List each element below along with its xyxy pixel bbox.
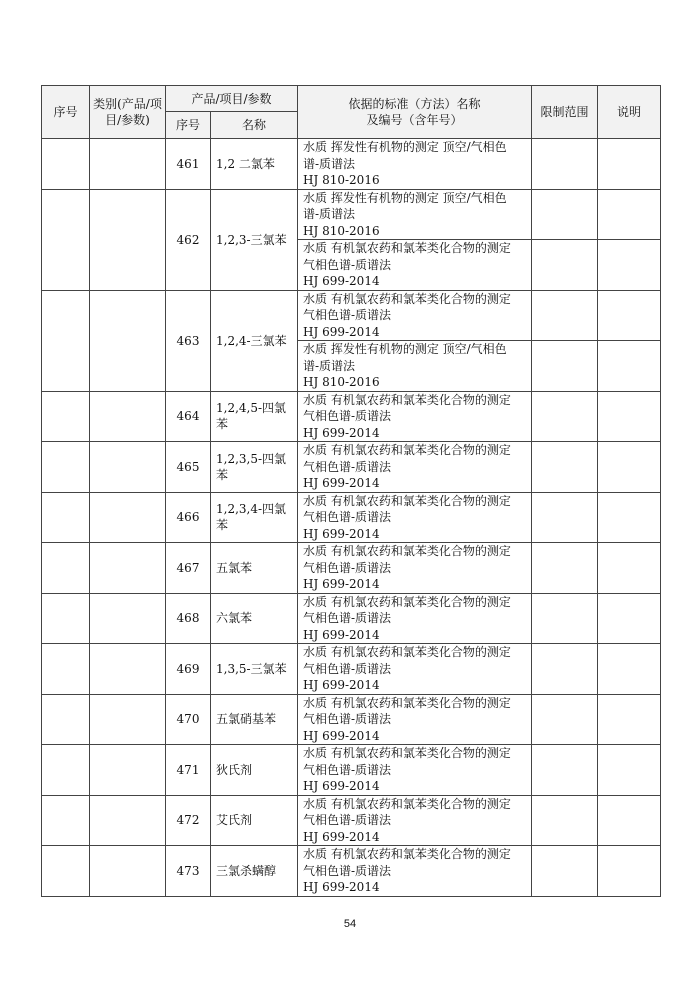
limit-cell [532, 694, 598, 745]
item-name: 三氯杀螨醇 [211, 846, 298, 897]
item-name: 1,2 二氯苯 [211, 139, 298, 190]
note-cell [598, 846, 661, 897]
note-cell [598, 694, 661, 745]
table-row [42, 139, 661, 190]
standard-cell [298, 391, 532, 442]
table-body [42, 139, 661, 897]
standard-line: 水质 有机氯农药和氯苯类化合物的测定 [303, 847, 511, 861]
note-cell [598, 442, 661, 493]
header-product-group: 产品/项目/参数 [166, 86, 298, 112]
limit-cell [532, 189, 598, 240]
note-cell [598, 543, 661, 594]
note-cell [598, 341, 661, 392]
category-cell [90, 593, 166, 644]
seq-cell [42, 290, 90, 391]
standard-line: 水质 挥发性有机物的测定 顶空/气相色 [303, 342, 507, 356]
category-cell [90, 846, 166, 897]
item-number: 469 [166, 644, 211, 695]
standard-line: 水质 有机氯农药和氯苯类化合物的测定 [303, 746, 511, 760]
standard-line: 水质 有机氯农药和氯苯类化合物的测定 [303, 443, 511, 457]
limit-cell [532, 644, 598, 695]
limit-cell [532, 543, 598, 594]
standard-line: 水质 挥发性有机物的测定 顶空/气相色 [303, 190, 507, 205]
category-cell [90, 139, 166, 190]
standard-line: 气相色谱-质谱法 [303, 611, 392, 625]
standard-line: HJ 699-2014 [303, 577, 380, 591]
standard-line: 气相色谱-质谱法 [303, 863, 392, 878]
standard-line: 谱-质谱法 [303, 207, 356, 221]
standard-cell [298, 745, 532, 796]
standard-cell [298, 139, 532, 190]
standard-line: 气相色谱-质谱法 [303, 308, 392, 322]
category-cell [90, 391, 166, 442]
table-row [42, 543, 661, 594]
item-name: 五氯硝基苯 [211, 694, 298, 745]
standard-line: HJ 810-2016 [303, 375, 380, 389]
standard-line: 水质 有机氯农药和氯苯类化合物的测定 [303, 594, 511, 609]
note-cell [598, 139, 661, 190]
item-name: 1,2,3,4-四氯苯 [211, 492, 298, 543]
standard-cell [298, 341, 532, 392]
header-sub-name: 名称 [211, 112, 298, 139]
table-row [42, 189, 661, 240]
standard-line: 气相色谱-质谱法 [303, 459, 392, 474]
limit-cell [532, 341, 598, 392]
item-name: 五氯苯 [211, 543, 298, 594]
seq-cell [42, 139, 90, 190]
standard-line: 气相色谱-质谱法 [303, 560, 392, 575]
table-row [42, 442, 661, 493]
item-number: 473 [166, 846, 211, 897]
category-cell [90, 795, 166, 846]
standard-cell [298, 442, 532, 493]
standard-line: 水质 有机氯农药和氯苯类化合物的测定 [303, 241, 511, 255]
table-row [42, 694, 661, 745]
standard-cell [298, 644, 532, 695]
standard-line: HJ 810-2016 [303, 173, 380, 187]
note-cell [598, 644, 661, 695]
item-number: 470 [166, 694, 211, 745]
limit-cell [532, 139, 598, 190]
item-number: 462 [166, 189, 211, 290]
standard-cell [298, 694, 532, 745]
standard-line: HJ 699-2014 [303, 476, 380, 490]
note-cell [598, 593, 661, 644]
category-cell [90, 290, 166, 391]
note-cell [598, 240, 661, 291]
header-note: 说明 [598, 86, 661, 139]
standard-line: HJ 810-2016 [303, 223, 380, 238]
item-number: 465 [166, 442, 211, 493]
item-number: 464 [166, 391, 211, 442]
seq-cell [42, 745, 90, 796]
item-number: 466 [166, 492, 211, 543]
standard-line: HJ 699-2014 [303, 728, 380, 743]
header-standard [298, 86, 532, 139]
item-name: 1,2,3-三氯苯 [211, 189, 298, 290]
seq-cell [42, 644, 90, 695]
limit-cell [532, 593, 598, 644]
limit-cell [532, 391, 598, 442]
limit-cell [532, 442, 598, 493]
note-cell [598, 795, 661, 846]
limit-cell [532, 290, 598, 341]
item-number: 463 [166, 290, 211, 391]
standard-line: 水质 有机氯农药和氯苯类化合物的测定 [303, 544, 511, 558]
standard-cell [298, 240, 532, 291]
table-row [42, 492, 661, 543]
item-number: 468 [166, 593, 211, 644]
standards-table [41, 85, 661, 897]
category-cell [90, 745, 166, 796]
standard-line: HJ 699-2014 [303, 627, 380, 642]
item-name: 狄氏剂 [211, 745, 298, 796]
item-name: 1,3,5-三氯苯 [211, 644, 298, 695]
standard-line: 气相色谱-质谱法 [303, 712, 392, 726]
limit-cell [532, 745, 598, 796]
standard-cell [298, 189, 532, 240]
seq-cell [42, 492, 90, 543]
standard-line: 水质 有机氯农药和氯苯类化合物的测定 [303, 392, 511, 407]
seq-cell [42, 189, 90, 290]
standard-line: HJ 699-2014 [303, 425, 380, 440]
item-number: 471 [166, 745, 211, 796]
standard-line: HJ 699-2014 [303, 274, 380, 288]
page-number: 54 [343, 918, 357, 930]
limit-cell [532, 846, 598, 897]
item-number: 461 [166, 139, 211, 190]
item-name: 六氯苯 [211, 593, 298, 644]
table-row [42, 846, 661, 897]
standard-line: 谱-质谱法 [303, 156, 356, 171]
standard-line: 水质 挥发性有机物的测定 顶空/气相色 [303, 140, 507, 154]
standard-line: 水质 有机氯农药和氯苯类化合物的测定 [303, 291, 511, 306]
table-row [42, 290, 661, 341]
standard-line: HJ 699-2014 [303, 526, 380, 541]
seq-cell [42, 543, 90, 594]
item-name: 1,2,3,5-四氯苯 [211, 442, 298, 493]
note-cell [598, 745, 661, 796]
table-row [42, 391, 661, 442]
category-cell [90, 694, 166, 745]
item-name: 艾氏剂 [211, 795, 298, 846]
standard-cell [298, 290, 532, 341]
limit-cell [532, 240, 598, 291]
table-row [42, 745, 661, 796]
seq-cell [42, 846, 90, 897]
header-limit: 限制范围 [532, 86, 598, 139]
standard-cell [298, 543, 532, 594]
seq-cell [42, 593, 90, 644]
item-number: 467 [166, 543, 211, 594]
item-name: 1,2,4,5-四氯苯 [211, 391, 298, 442]
standard-line: HJ 699-2014 [303, 880, 380, 894]
standard-line: 水质 有机氯农药和氯苯类化合物的测定 [303, 493, 511, 508]
note-cell [598, 391, 661, 442]
standard-line: 水质 有机氯农药和氯苯类化合物的测定 [303, 645, 511, 659]
standard-line: HJ 699-2014 [303, 779, 380, 793]
header-standard-line2: 及编号（含年号） [366, 113, 463, 127]
standard-line: 谱-质谱法 [303, 358, 356, 373]
standard-cell [298, 795, 532, 846]
table-row [42, 795, 661, 846]
standard-cell [298, 593, 532, 644]
limit-cell [532, 492, 598, 543]
standard-line: 气相色谱-质谱法 [303, 813, 392, 827]
seq-cell [42, 391, 90, 442]
seq-cell [42, 795, 90, 846]
header-category: 类别(产品/项目/参数) [90, 86, 166, 139]
header-sub-seq: 序号 [166, 112, 211, 139]
standard-line: 气相色谱-质谱法 [303, 762, 392, 777]
note-cell [598, 290, 661, 341]
header-seq: 序号 [42, 86, 90, 139]
category-cell [90, 442, 166, 493]
limit-cell [532, 795, 598, 846]
standard-line: 水质 有机氯农药和氯苯类化合物的测定 [303, 695, 511, 710]
category-cell [90, 189, 166, 290]
standard-line: 气相色谱-质谱法 [303, 661, 392, 676]
category-cell [90, 492, 166, 543]
seq-cell [42, 442, 90, 493]
note-cell [598, 189, 661, 240]
standard-cell [298, 492, 532, 543]
standard-line: HJ 699-2014 [303, 324, 380, 339]
note-cell [598, 492, 661, 543]
table-row [42, 593, 661, 644]
category-cell [90, 644, 166, 695]
standard-line: 水质 有机氯农药和氯苯类化合物的测定 [303, 796, 511, 811]
header-standard-line1: 依据的标准（方法）名称 [348, 97, 481, 111]
standard-line: 气相色谱-质谱法 [303, 510, 392, 524]
standard-cell [298, 846, 532, 897]
standard-line: HJ 699-2014 [303, 829, 380, 844]
standard-line: HJ 699-2014 [303, 678, 380, 692]
item-name: 1,2,4-三氯苯 [211, 290, 298, 391]
category-cell [90, 543, 166, 594]
seq-cell [42, 694, 90, 745]
table-row [42, 644, 661, 695]
standard-line: 气相色谱-质谱法 [303, 409, 392, 423]
item-number: 472 [166, 795, 211, 846]
standard-line: 气相色谱-质谱法 [303, 257, 392, 272]
